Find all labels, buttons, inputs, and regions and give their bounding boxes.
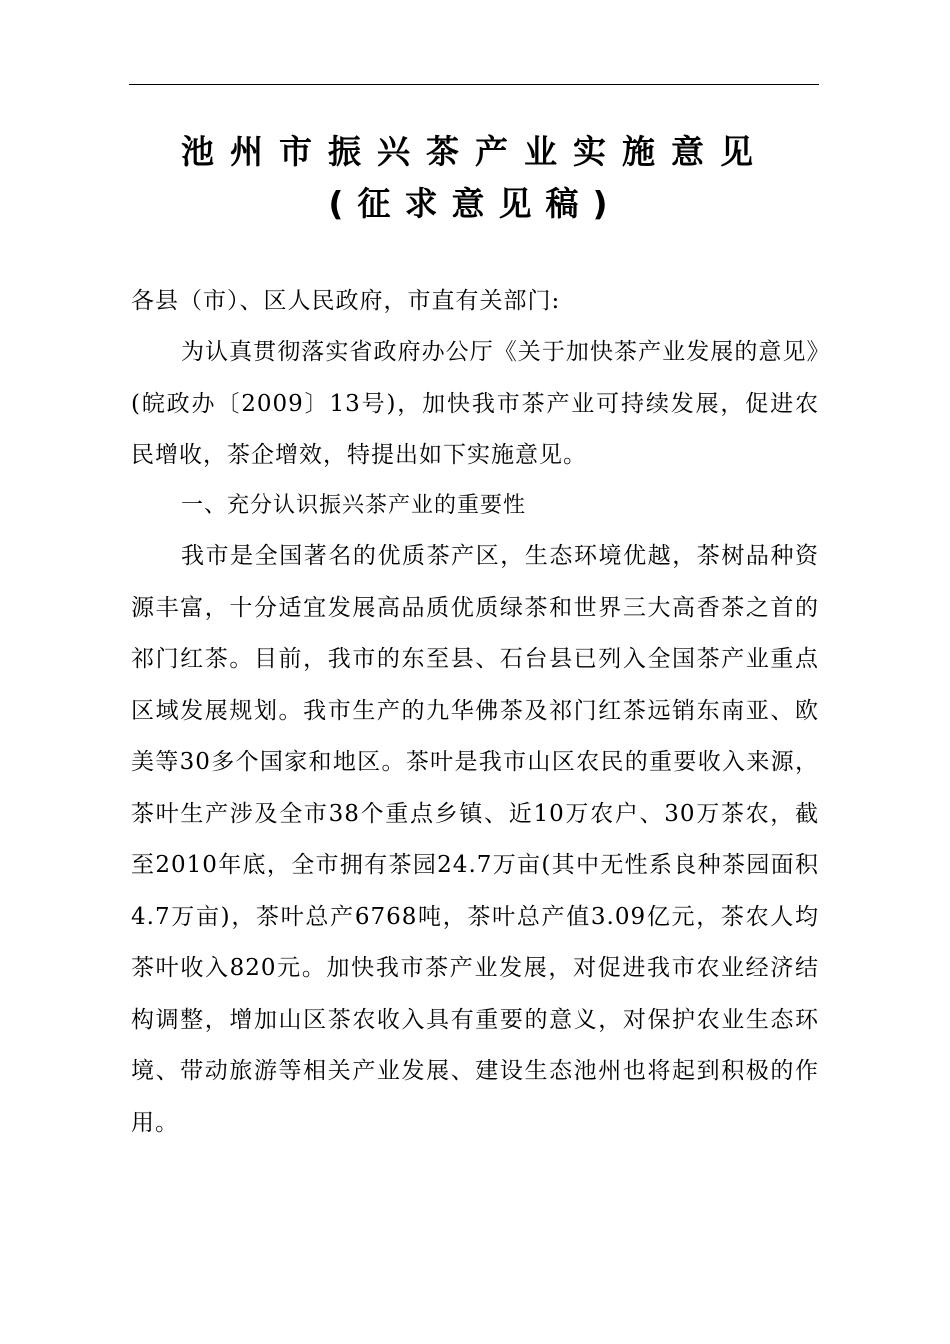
intro-paragraph: 为认真贯彻落实省政府办公厅《关于加快茶产业发展的意见》(皖政办〔2009〕13号)，加快我市茶产业可持续发展，促进农民增收，茶企增效，特提出如下实施意见。 [131, 339, 819, 468]
header-rule [129, 84, 819, 85]
document-subtitle: (征求意见稿) [328, 184, 622, 223]
document-title: 池州市振兴茶产业实施意见 [181, 132, 769, 171]
section-heading: 一、充分认识振兴茶产业的重要性 [181, 493, 527, 518]
body-paragraph: 我市是全国著名的优质茶产区，生态环境优越，茶树品种资源丰富，十分适宜发展高品质优质绿茶和世界三大高香茶之首的祁门红茶。目前，我市的东至县、石台县已列入全国茶产业重点区域发展规划。我市生产的九华佛茶及祁门红茶远销东南亚、欧美等30多个国家和地区。茶叶是我市山区农民的重要收入来源，茶叶生产涉及全市38个重点乡镇、近10万农户、30万茶农，截至2010年底，全市拥有茶园24.7万亩(其中无性系良种茶园面积4.7万亩)，茶叶总产6768吨，茶叶总产值3.09亿元，茶农人均茶叶收入820元。加快我市茶产业发展，对促进我市农业经济结构调整，增加山区茶农收入具有重要的意义，对保护农业生态环境、带动旅游等相关产业发展、建设生态池州也将起到积极的作用。 [131, 543, 819, 1136]
salutation: 各县（市）、区人民政府，市直有关部门: [131, 288, 561, 314]
